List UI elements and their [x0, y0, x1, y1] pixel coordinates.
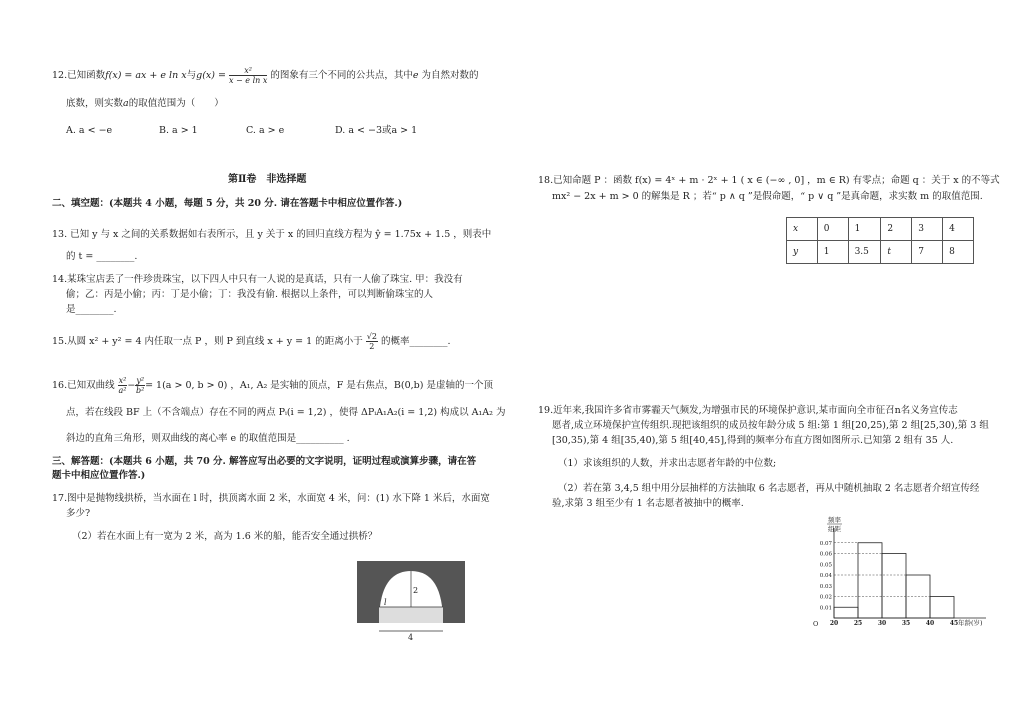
- table-cell: 1: [848, 218, 881, 241]
- table-cell: 0: [817, 218, 848, 241]
- table-cell: 1: [817, 241, 848, 264]
- q12-option-a: A. a < −e: [66, 125, 113, 136]
- y-tick-label: 0.07: [819, 540, 832, 547]
- answer-heading-line2: 题卡中相应位置作答.): [52, 470, 146, 481]
- table-cell: y: [787, 241, 818, 264]
- question-18-line2: mx² − 2x + m > 0 的解集是 R ；若“ p ∧ q ”是假命题，“ p ∨ q ”是真命题，求实数 m 的取值范围.: [552, 191, 983, 202]
- q12-text-c: 的图象有三个不同的公共点，其中: [270, 70, 413, 81]
- table-cell: 3: [912, 218, 943, 241]
- table-cell: x: [787, 218, 818, 241]
- table-row: [787, 241, 974, 264]
- q16-fraction-y: $\frac{\text{y²}}{\text{b²}}$: [136, 376, 145, 395]
- q15-fraction: $\frac{√2}{2}$: [366, 332, 377, 351]
- y-tick-label: 0.03: [819, 583, 832, 590]
- question-13-line1: 13. 已知 y 与 x 之间的关系数据如右表所示，且 y 关于 x 的回归直线方程为 ŷ = 1.75x + 1.5 ，则表中: [52, 229, 492, 240]
- question-13-line2: 的 t = ________.: [66, 251, 138, 262]
- question-19-line2: 愿者,成立环境保护宣传组织.现把该组织的成员按年龄分成 5 组:第 1 组[20,25),第 2 组[25,30),第 3 组: [552, 420, 989, 431]
- x-axis-label: 年龄(岁): [958, 619, 983, 627]
- question-15: 15.从圆 x² + y² = 4 内任取一点 P ，则 P 到直线 x + y = 1 的距离小于 $\frac{√2}{2}$ 的概率________.: [52, 332, 451, 351]
- x-tick-label: 40: [925, 620, 935, 627]
- table-cell: 3.5: [848, 241, 881, 264]
- q12-gx: g(x) =: [196, 70, 226, 81]
- question-12-line1: 12.已知函数f(x) = ax + e ln x与g(x) = $\frac{\text{x²}}{\text{x − e ln x}}$ 的图象有三个不同的公共点，其中e 为自然对数的: [52, 66, 479, 85]
- x-tick-label: 45: [949, 620, 959, 627]
- q12-fx: f(x) = ax + e ln x: [105, 70, 187, 81]
- label-l: l: [384, 598, 387, 607]
- x-tick-label: 30: [877, 620, 887, 627]
- y-tick-label: 0.05: [819, 562, 832, 569]
- histogram-marks: [820, 528, 986, 627]
- q12-text-b: 与: [186, 70, 197, 81]
- table-row: [787, 218, 974, 241]
- label-2: 2: [413, 586, 419, 595]
- q12-option-c: C. a > e: [246, 125, 285, 136]
- table-cell: 2: [881, 218, 912, 241]
- q12-gx-fraction: $\frac{\text{x²}}{\text{x − e ln x}}$: [228, 66, 268, 85]
- table-cell: t: [881, 241, 912, 264]
- question-18-line1: 18.已知命题 P ：函数 f(x) = 4ˣ + m · 2ˣ + 1 ( x ∈ (−∞ , 0] ，m ∈ R) 有零点；命题 q ：关于 x 的不等式: [538, 175, 1000, 186]
- question-19-line3: [30,35),第 4 组[35,40),第 5 组[40,45],得到的频率分布直方图如图所示.已知第 2 组有 35 人.: [552, 435, 954, 446]
- q13-data-table: [786, 217, 974, 264]
- table-cell: 4: [943, 218, 974, 241]
- y-tick-label: 0.06: [819, 551, 832, 558]
- part2-title: 第Ⅱ卷 非选择题: [228, 174, 307, 185]
- q16-fraction-x: $\frac{\text{x²}}{\text{a²}}$: [118, 376, 127, 395]
- parabola-bridge-figure: [357, 561, 465, 641]
- y-tick-label: 0.04: [819, 573, 832, 579]
- fill-in-heading: 二、填空题：(本题共 4 小题，每题 5 分，共 20 分. 请在答题卡中相应位置作答.): [52, 198, 403, 209]
- frequency-histogram: [808, 514, 988, 632]
- question-14-line2: 偷；乙：丙是小偷；丙：丁是小偷；丁：我没有偷. 根据以上条件，可以判断偷珠宝的人: [66, 289, 434, 300]
- q12-option-d: D. a < −3或a > 1: [335, 125, 418, 136]
- table-cell: 7: [912, 241, 943, 264]
- question-14-line1: 14.某珠宝店丢了一件珍贵珠宝，以下四人中只有一人说的是真话，只有一人偷了珠宝. 甲：我没有: [52, 274, 463, 285]
- histogram-bar: [858, 543, 882, 618]
- y-tick-label: 0.02: [819, 594, 832, 601]
- y-tick-label: 0.01: [819, 605, 832, 612]
- question-16-line2: 点，若在线段 BF 上（不含端点）存在不同的两点 Pᵢ(i = 1,2) ，使得 ΔPᵢA₁A₂(i = 1,2) 构成以 A₁A₂ 为: [66, 407, 506, 418]
- x-tick-label: 25: [853, 620, 863, 627]
- q12-text: 12.已知函数: [52, 70, 106, 81]
- question-16-line3: 斜边的直角三角形，则双曲线的离心率 e 的取值范围是__________ .: [66, 433, 350, 444]
- x-tick-label: 35: [901, 620, 911, 627]
- question-17-line2: 多少?: [66, 508, 91, 519]
- question-19-part2-line2: 验,求第 3 组至少有 1 名志愿者被抽中的概率.: [552, 498, 744, 509]
- question-16-line1: 16.已知双曲线 $\frac{\text{x²}}{\text{a²}}-$ $\frac{\text{y²}}{\text{b²}}= 1(a > 0$, b > 0) ，A₁, A₂ 是实轴的顶点，F 是右焦点，B(0,b) 是虚轴的一个顶: [52, 376, 493, 395]
- question-19-line1: 19.近年来,我国许多省市雾霾天气频发,为增强市民的环境保护意识,某市面向全市征召n名义务宣传志: [538, 405, 958, 416]
- histogram-bar: [834, 607, 858, 618]
- water-area: [379, 607, 443, 623]
- histogram-bar: [930, 597, 954, 619]
- x-tick-label: 20: [829, 620, 839, 627]
- question-17-part2: （2）若在水面上有一宽为 2 米，高为 1.6 米的船，能否安全通过拱桥？: [72, 531, 378, 542]
- q12-option-b: B. a > 1: [159, 125, 198, 136]
- answer-heading-line1: 三、解答题：(本题共 6 小题，共 70 分. 解答应写出必要的文字说明，证明过程或演算步骤，请在答: [52, 456, 477, 467]
- question-19-part2-line1: （2）若在第 3,4,5 组中用分层抽样的方法抽取 6 名志愿者，再从中随机抽取 2 名志愿者介绍宣传经: [558, 483, 980, 494]
- table-cell: 8: [943, 241, 974, 264]
- question-14-line3: 是________.: [66, 304, 117, 315]
- label-4: 4: [408, 633, 414, 641]
- histogram-bar: [882, 554, 906, 619]
- y-axis-label-top: 频率: [828, 516, 841, 524]
- question-19-part1: （1）求该组织的人数，并求出志愿者年龄的中位数;: [558, 458, 777, 469]
- origin-label: O: [813, 620, 819, 628]
- question-12-line2: 底数，则实数a的取值范围为（ ）: [66, 98, 224, 109]
- question-17-line1: 17.图中是抛物线拱桥，当水面在 l 时，拱顶离水面 2 米，水面宽 4 米，问：(1) 水下降 1 米后，水面宽: [52, 493, 490, 504]
- y-axis-label-bottom: 组距: [828, 525, 841, 533]
